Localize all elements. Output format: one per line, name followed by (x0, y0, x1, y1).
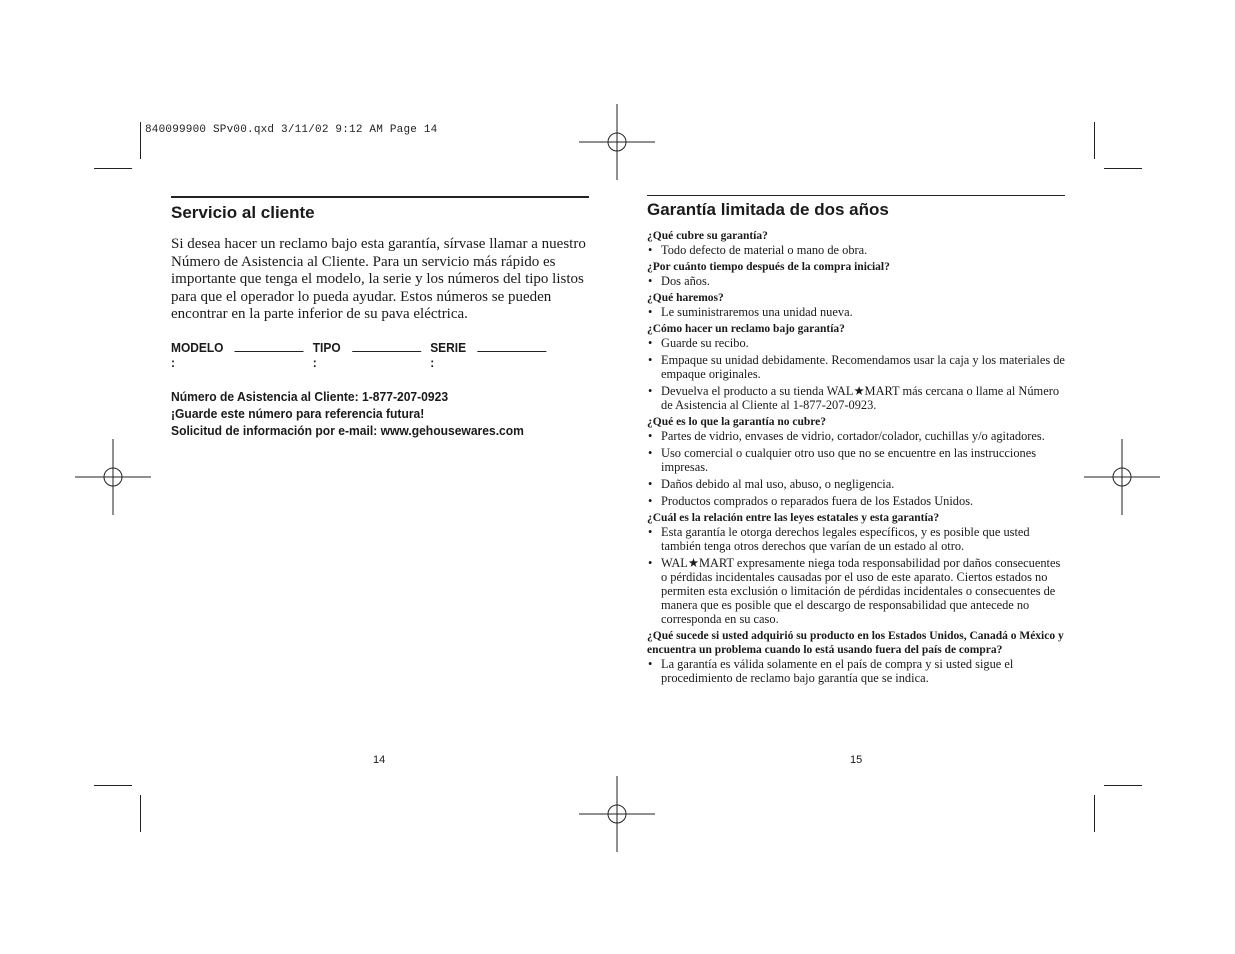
heading-rule (171, 196, 589, 198)
crop-mark-top-left-horizontal (94, 168, 132, 169)
warranty-bullet: • Dos años. (647, 274, 1065, 288)
warranty-bullet: • Uso comercial o cualquier otro uso que no se encuentre en las instrucciones impresas. (647, 446, 1065, 474)
warranty-bullet-list (647, 336, 1065, 412)
warranty-section (647, 511, 1065, 626)
email-info-line: Solicitud de información por e-mail: www.gehousewares.com (171, 422, 524, 438)
warranty-bullet: • Empaque su unidad debidamente. Recomendamos usar la caja y los materiales de empaque originales. (647, 353, 1065, 381)
contact-info (171, 388, 560, 439)
warranty-question: ¿Qué es lo que la garantía no cubre? (647, 416, 827, 428)
serial-field-blank (477, 339, 546, 352)
warranty-bullet-list (647, 429, 1065, 508)
warranty-bullet-list (647, 525, 1065, 626)
page-number-left: 14 (373, 754, 386, 766)
warranty-bullet: • WAL★MART expresamente niega toda responsabilidad por daños consecuentes o pérdidas incidentales causadas por el uso de este aparato. Ciertos estados no permiten esta exclusión o limitación de pérdidas incidentales o consecuentes de manera que es posible que el descargo de responsabilidad que antecede no corresponda en su caso. (647, 556, 1065, 626)
crop-mark-top-right-horizontal (1104, 168, 1142, 169)
warranty-question: ¿Por cuánto tiempo después de la compra inicial? (647, 261, 890, 273)
product-info-fields (171, 339, 556, 370)
warranty-section (647, 291, 1065, 319)
model-field-label: MODELO : (171, 339, 224, 370)
warranty-bullet: • Partes de vidrio, envases de vidrio, cortador/colador, cuchillas y/o agitadores. (647, 429, 1065, 443)
model-field-blank (235, 339, 304, 352)
warranty-heading: Garantía limitada de dos años (647, 200, 889, 219)
serial-field-label: SERIE : (430, 339, 467, 370)
crop-mark-bottom-left-horizontal (94, 785, 132, 786)
keep-number-note: ¡Guarde este número para referencia futura! (171, 405, 425, 421)
warranty-section (647, 229, 1065, 257)
type-field (313, 339, 421, 370)
warranty-section (647, 260, 1065, 288)
heading-rule (647, 195, 1065, 196)
crop-mark-bottom-left-vertical (140, 795, 141, 832)
left-page (171, 196, 589, 439)
crop-mark-bottom-right-vertical (1094, 795, 1095, 832)
registration-mark-bottom-icon (579, 776, 655, 852)
slug-line: 840099900 SPv00.qxd 3/11/02 9:12 AM Page 14 (145, 124, 438, 136)
warranty-bullet: • Productos comprados o reparados fuera de los Estados Unidos. (647, 494, 1065, 508)
page-number-right: 15 (850, 754, 863, 766)
model-field (171, 339, 304, 370)
registration-mark-left-icon (75, 439, 151, 515)
warranty-bullet-list (647, 243, 1065, 257)
warranty-bullet-list (647, 274, 1065, 288)
type-field-blank (352, 339, 421, 352)
warranty-question: ¿Qué haremos? (647, 292, 724, 304)
warranty-bullet: • Esta garantía le otorga derechos legales específicos, y es posible que usted también tenga otros derechos que varían de un estado al otro. (647, 525, 1065, 553)
warranty-bullet: • La garantía es válida solamente en el país de compra y si usted sigue el procedimiento de reclamo bajo garantía que se indica. (647, 657, 1065, 685)
warranty-bullet-list (647, 657, 1065, 685)
warranty-question: ¿Cuál es la relación entre las leyes estatales y esta garantía? (647, 512, 940, 524)
warranty-question: ¿Qué cubre su garantía? (647, 230, 768, 242)
registration-mark-right-icon (1084, 439, 1160, 515)
warranty-bullet: • Todo defecto de material o mano de obra. (647, 243, 1065, 257)
crop-mark-bottom-right-horizontal (1104, 785, 1142, 786)
registration-mark-top-icon (579, 104, 655, 180)
type-field-label: TIPO : (312, 339, 341, 370)
assistance-phone-line: Número de Asistencia al Cliente: 1-877-207-0923 (171, 388, 449, 404)
warranty-bullet-list (647, 305, 1065, 319)
warranty-section (647, 629, 1065, 685)
crop-mark-top-left-vertical (140, 122, 141, 159)
crop-mark-top-right-vertical (1094, 122, 1095, 159)
warranty-section (647, 415, 1065, 508)
warranty-bullet: • Daños debido al mal uso, abuso, o negligencia. (647, 477, 1065, 491)
warranty-bullet: • Le suministraremos una unidad nueva. (647, 305, 1065, 319)
customer-service-heading: Servicio al cliente (171, 203, 315, 222)
warranty-question: ¿Cómo hacer un reclamo bajo garantía? (647, 323, 845, 335)
warranty-section (647, 322, 1065, 412)
warranty-bullet: • Guarde su recibo. (647, 336, 1065, 350)
right-page (647, 195, 1065, 688)
warranty-bullet: • Devuelva el producto a su tienda WAL★MART más cercana o llame al Número de Asistencia al Cliente al 1-877-207-0923. (647, 384, 1065, 412)
serial-field (430, 339, 546, 370)
warranty-question: ¿Qué sucede si usted adquirió su producto en los Estados Unidos, Canadá o México y encuentra un problema cuando lo está usando fuera del país de compra? (647, 630, 1064, 656)
customer-service-intro: Si desea hacer un reclamo bajo esta garantía, sírvase llamar a nuestro Número de Asistencia al Cliente. Para un servicio más rápido es importante que tenga el modelo, la serie y los números del tipo listos para que el operador lo pueda ayudar. Estos números se pueden encontrar en la parte inferior de su pava eléctrica. (171, 236, 586, 323)
